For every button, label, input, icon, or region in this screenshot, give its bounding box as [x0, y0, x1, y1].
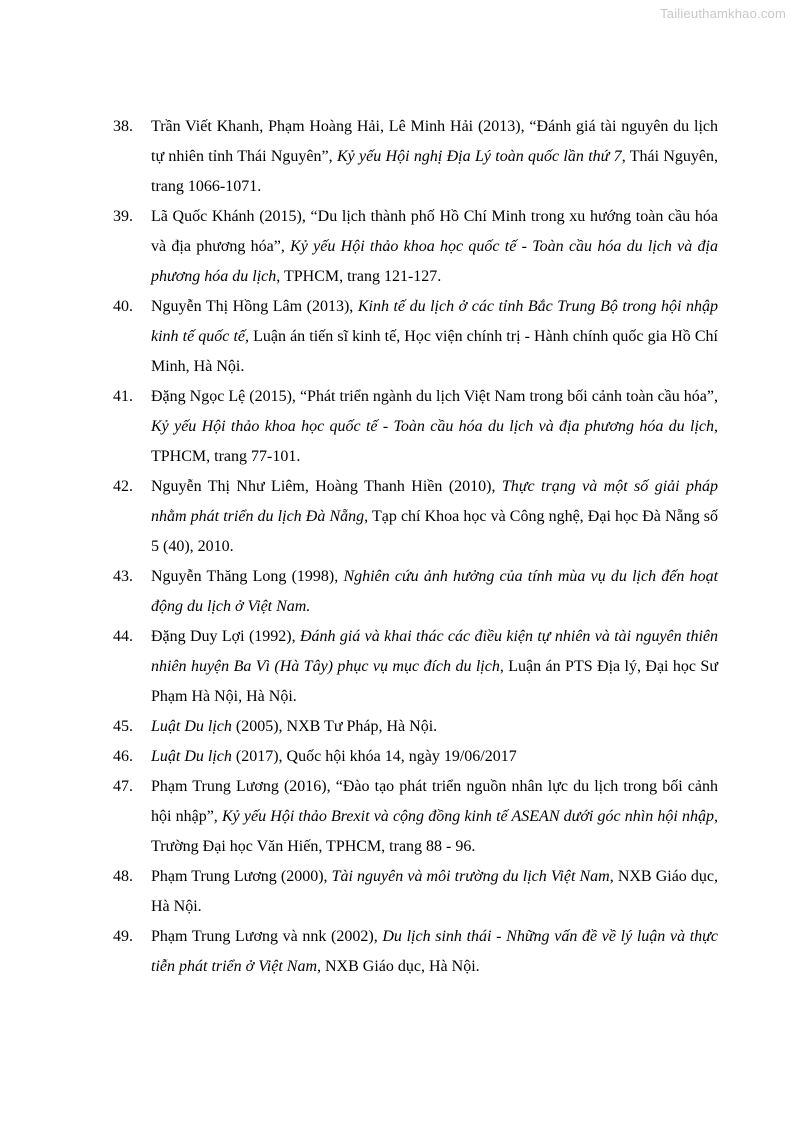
reference-title-italic: Nghiên cứu ảnh hưởng của tính mùa vụ du lịch đến hoạt động du lịch ở Việt Nam.: [151, 568, 719, 615]
reference-item: [113, 862, 718, 922]
reference-number: 46.: [113, 748, 133, 765]
reference-item: [113, 922, 718, 982]
reference-item: [113, 472, 718, 562]
reference-title-italic: Luật Du lịch: [151, 718, 232, 735]
reference-text-segment: , Thái Nguyên, trang 1066-1071.: [151, 148, 719, 195]
reference-text-segment: , TPHCM, trang 77-101.: [151, 418, 718, 465]
reference-text-segment: NXB Giáo dục, Hà Nội.: [321, 958, 480, 975]
reference-text: [151, 712, 718, 742]
reference-number: 39.: [113, 208, 133, 225]
reference-number: 42.: [113, 478, 133, 495]
reference-text: [151, 622, 718, 712]
reference-number: 49.: [113, 928, 133, 945]
reference-item: [113, 382, 718, 472]
reference-number: 48.: [113, 868, 133, 885]
reference-title-italic: Kỷ yếu Hội nghị Địa Lý toàn quốc lần thứ 7: [336, 148, 622, 165]
reference-number: 47.: [113, 778, 133, 795]
reference-item: [113, 202, 718, 292]
reference-text-segment: (2017), Quốc hội khóa 14, ngày 19/06/2017: [231, 748, 517, 765]
reference-text: [151, 862, 718, 922]
reference-text: [151, 382, 718, 472]
reference-text: [151, 562, 718, 622]
reference-text: [151, 742, 718, 772]
reference-text: [151, 772, 718, 862]
reference-text: [151, 472, 718, 562]
reference-text-segment: , Luận án PTS Địa lý, Đại học Sư Phạm Hà Nội, Hà Nội.: [151, 658, 718, 705]
reference-title-italic: Kỷ yếu Hội thảo Brexit và cộng đồng kinh tế ASEAN dưới góc nhìn hội nhập,: [221, 808, 718, 825]
reference-item: [113, 622, 718, 712]
reference-title-italic: Thực trạng và một số giải pháp nhằm phát triển du lịch Đà Nẵng: [151, 478, 718, 525]
reference-text-segment: Trường Đại học Văn Hiến, TPHCM, trang 88 - 96.: [151, 838, 476, 855]
watermark-text: Tailieuthamkhao.com: [660, 6, 786, 21]
reference-item: [113, 742, 718, 772]
reference-text-segment: , Tạp chí Khoa học và Công nghệ, Đại học Đà Nẵng số 5 (40), 2010.: [151, 508, 718, 555]
reference-text: [151, 112, 718, 202]
reference-text-segment: Đặng Ngọc Lệ (2015), “Phát triển ngành du lịch Việt Nam trong bối cảnh toàn cầu hóa”,: [151, 388, 718, 405]
reference-text: [151, 922, 718, 982]
reference-text-segment: , TPHCM, trang 121-127.: [276, 268, 442, 285]
reference-list: [113, 112, 718, 982]
reference-item: [113, 112, 718, 202]
reference-text-segment: Trần Viết Khanh, Phạm Hoàng Hải, Lê Minh Hải (2013), “Đánh giá tài nguyên du lịch tự nhiên tỉnh Thái Nguyên”,: [151, 118, 718, 165]
reference-item: [113, 772, 718, 862]
reference-number: 38.: [113, 118, 133, 135]
reference-title-italic: Kinh tế du lịch ở các tỉnh Bắc Trung Bộ trong hội nhập kinh tế quốc tế: [151, 298, 719, 345]
reference-title-italic: Kỷ yếu Hội thảo khoa học quốc tế - Toàn cầu hóa du lịch và địa phương hóa du lịch: [151, 238, 718, 285]
reference-text-segment: Phạm Trung Lương (2000),: [151, 868, 332, 885]
reference-text-segment: Lã Quốc Khánh (2015), “Du lịch thành phố Hồ Chí Minh trong xu hướng toàn cầu hóa và địa phương hóa”,: [151, 208, 718, 255]
reference-title-italic: Kỷ yếu Hội thảo khoa học quốc tế - Toàn cầu hóa du lịch và địa phương hóa du lịch: [151, 418, 714, 435]
reference-text-segment: (2005), NXB Tư Pháp, Hà Nội.: [231, 718, 438, 735]
reference-text-segment: Đặng Duy Lợi (1992),: [151, 628, 300, 645]
reference-item: [113, 292, 718, 382]
reference-text-segment: Nguyễn Thị Hồng Lâm (2013),: [151, 298, 358, 315]
reference-text-segment: Phạm Trung Lương và nnk (2002),: [151, 928, 383, 945]
reference-text: [151, 202, 718, 292]
reference-number: 40.: [113, 298, 133, 315]
reference-text-segment: , Luận án tiến sĩ kinh tế, Học viện chính trị - Hành chính quốc gia Hồ Chí Minh, Hà Nội.: [151, 328, 718, 375]
reference-number: 45.: [113, 718, 133, 735]
reference-text-segment: Phạm Trung Lương (2016), “Đào tạo phát triển nguồn nhân lực du lịch trong bối cảnh hội nhập”,: [151, 778, 718, 825]
reference-number: 41.: [113, 388, 133, 405]
reference-number: 43.: [113, 568, 133, 585]
reference-title-italic: Luật Du lịch: [151, 748, 232, 765]
reference-text-segment: Nguyễn Thăng Long (1998),: [151, 568, 344, 585]
reference-text: [151, 292, 718, 382]
reference-text-segment: Nguyễn Thị Như Liêm, Hoàng Thanh Hiền (2010),: [151, 478, 502, 495]
reference-title-italic: Tài nguyên và môi trường du lịch Việt Nam: [331, 868, 610, 885]
reference-number: 44.: [113, 628, 133, 645]
reference-item: [113, 562, 718, 622]
reference-title-italic: Du lịch sinh thái - Những vấn đề về lý luận và thực tiễn phát triển ở Việt Nam,: [151, 928, 719, 975]
reference-title-italic: Đánh giá và khai thác các điều kiện tự nhiên và tài nguyên thiên nhiên huyện Ba Vì (Hà Tây) phục vụ mục đích du lịch: [151, 628, 719, 675]
reference-item: [113, 712, 718, 742]
reference-text-segment: , NXB Giáo dục, Hà Nội.: [151, 868, 718, 915]
